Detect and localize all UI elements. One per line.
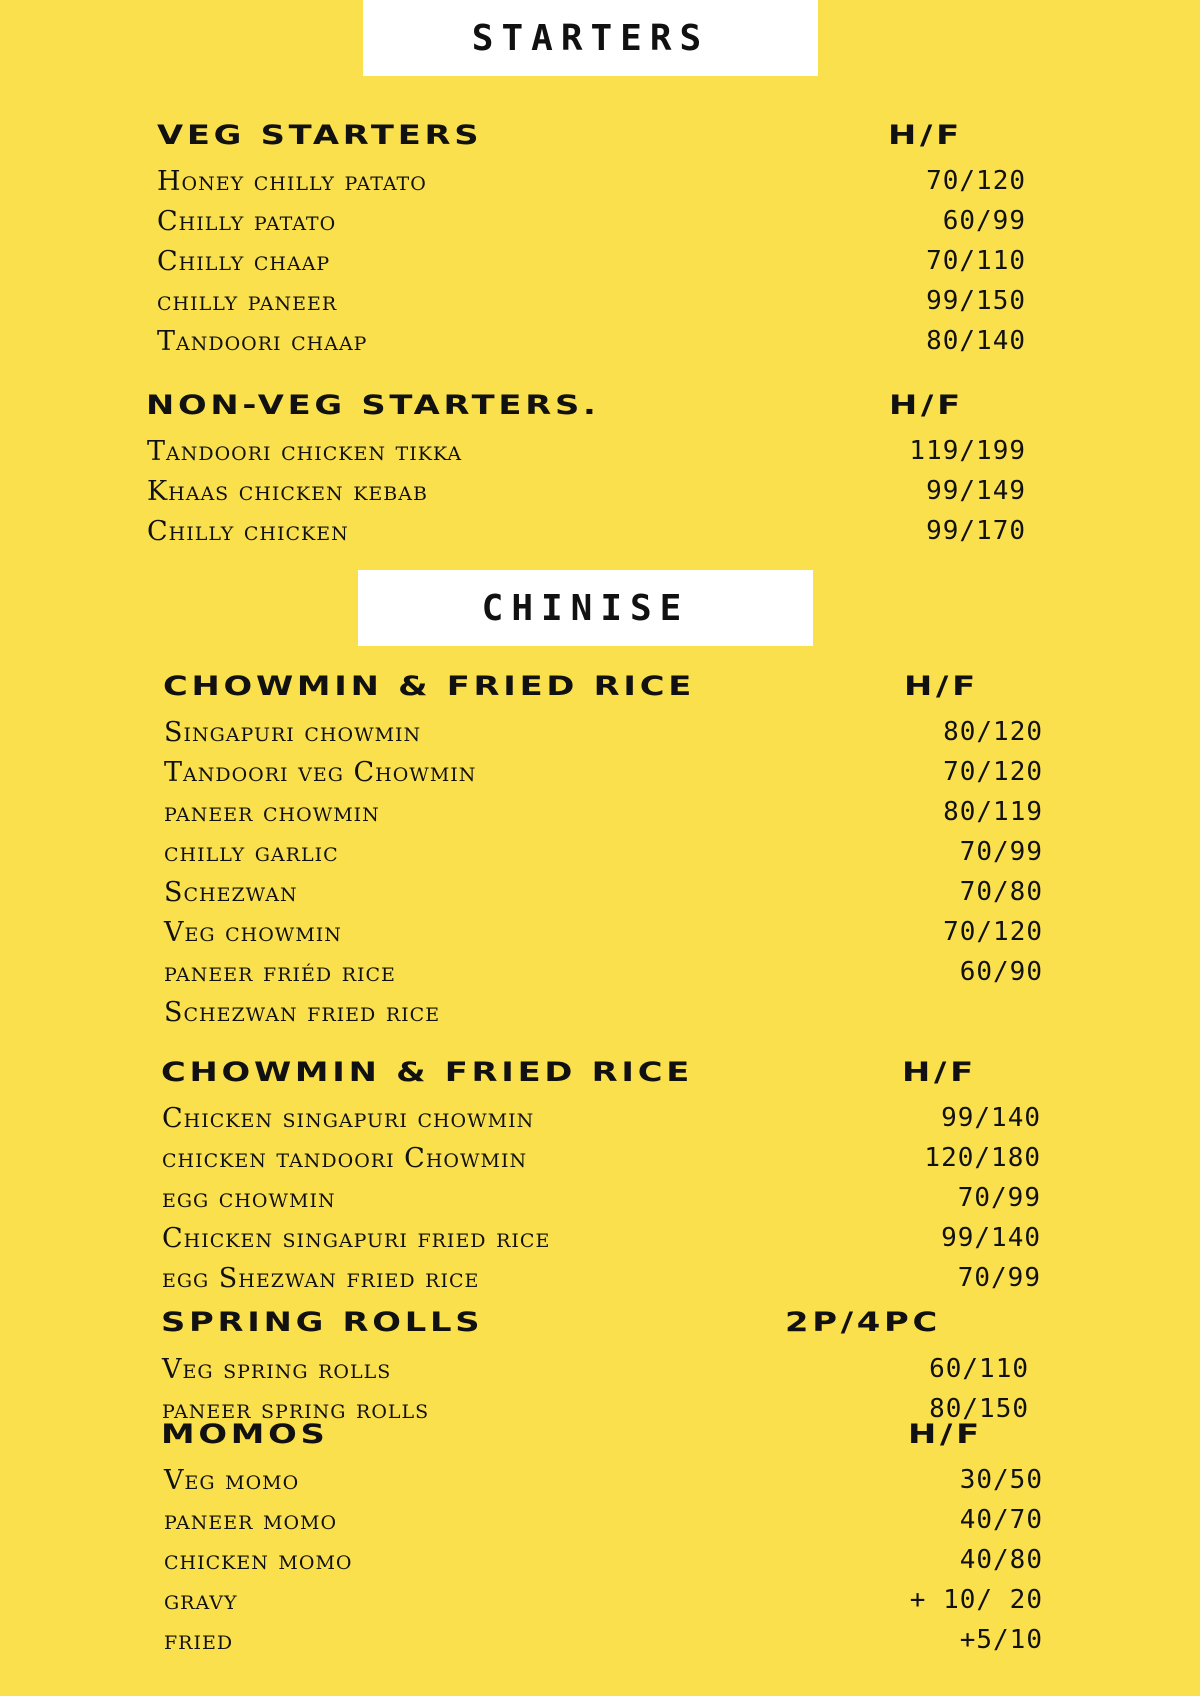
- item-price: + 10/ 20: [909, 1585, 1043, 1615]
- item-price: 60/90: [959, 957, 1043, 987]
- item-name: Singapuri chowmin: [164, 716, 422, 748]
- veg-starters-header: [157, 117, 1037, 153]
- item-name: Schezwan fried rice: [164, 996, 441, 1028]
- spring-rolls-unit: 2P/4PC: [785, 1306, 942, 1338]
- list-item: [164, 915, 1043, 949]
- list-item: [162, 1352, 1029, 1386]
- list-item: [164, 1583, 1043, 1617]
- chinise-banner: [358, 570, 813, 646]
- list-item: [164, 995, 1043, 1029]
- item-name: chicken momo: [164, 1544, 353, 1576]
- item-price: 70/120: [926, 166, 1026, 196]
- item-price: 70/99: [957, 1263, 1041, 1293]
- list-item: [162, 1261, 1041, 1295]
- item-price: 60/99: [942, 206, 1026, 236]
- nonveg-starters-header: [146, 387, 1036, 423]
- list-item: [157, 244, 1026, 278]
- item-name: Schezwan: [164, 876, 298, 908]
- item-name: Veg momo: [164, 1464, 300, 1496]
- item-name: gravy: [164, 1584, 238, 1616]
- item-name: paneer friéd rice: [164, 956, 396, 988]
- veg-starters-unit: H/F: [888, 119, 963, 151]
- item-price: 70/99: [959, 837, 1043, 867]
- spring-rolls-header: [161, 1304, 1051, 1340]
- item-name: chicken tandoori Chowmin: [162, 1142, 528, 1174]
- list-item: [162, 1221, 1041, 1255]
- item-name: Honey chilly patato: [157, 165, 427, 197]
- item-name: Tandoori chicken tikka: [147, 435, 463, 467]
- item-name: Veg spring rolls: [162, 1353, 392, 1385]
- item-name: Tandoori veg Chowmin: [164, 756, 477, 788]
- list-item: [157, 204, 1026, 238]
- item-price: 70/120: [943, 757, 1043, 787]
- item-price: 80/120: [943, 717, 1043, 747]
- item-name: Tandoori chaap: [157, 325, 368, 357]
- momos-header: [161, 1416, 1051, 1452]
- list-item: [164, 1543, 1043, 1577]
- list-item: [157, 324, 1026, 358]
- chowmin-veg-unit: H/F: [904, 670, 979, 702]
- veg-starters-title: VEG STARTERS: [157, 119, 483, 151]
- item-price: 40/80: [959, 1545, 1043, 1575]
- item-price: +5/10: [959, 1625, 1043, 1655]
- item-price: 99/170: [926, 516, 1026, 546]
- item-price: 70/80: [959, 877, 1043, 907]
- list-item: [162, 1101, 1041, 1135]
- list-item: [164, 795, 1043, 829]
- item-price: 99/140: [941, 1103, 1041, 1133]
- starters-banner: [363, 0, 818, 76]
- item-name: Chilly patato: [157, 205, 337, 237]
- item-price: 60/110: [929, 1354, 1029, 1384]
- momos-unit: H/F: [908, 1418, 983, 1450]
- list-item: [164, 1623, 1043, 1657]
- list-item: [157, 284, 1026, 318]
- chowmin-nonveg-unit: H/F: [902, 1056, 977, 1088]
- item-name: Chicken singapuri fried rice: [162, 1222, 551, 1254]
- item-name: egg Shezwan fried rice: [162, 1262, 480, 1294]
- item-name: Khaas chicken kebab: [147, 475, 428, 507]
- list-item: [147, 474, 1026, 508]
- item-price: 30/50: [959, 1465, 1043, 1495]
- list-item: [164, 1503, 1043, 1537]
- item-price: 119/199: [909, 436, 1026, 466]
- item-name: Veg chowmin: [164, 916, 342, 948]
- item-name: Chilly chicken: [147, 515, 349, 547]
- item-name: egg chowmin: [162, 1182, 336, 1214]
- list-item: [164, 1463, 1043, 1497]
- item-price: 70/99: [957, 1183, 1041, 1213]
- list-item: [147, 434, 1026, 468]
- item-price: 80/150: [929, 1394, 1029, 1424]
- chowmin-nonveg-title: CHOWMIN & FRIED RICE: [161, 1056, 694, 1088]
- item-price: 70/120: [943, 917, 1043, 947]
- list-item: [162, 1181, 1041, 1215]
- item-price: 80/140: [926, 326, 1026, 356]
- chowmin-veg-header: [163, 668, 1053, 704]
- list-item: [147, 514, 1026, 548]
- list-item: [164, 835, 1043, 869]
- item-price: 80/119: [943, 797, 1043, 827]
- nonveg-starters-unit: H/F: [889, 389, 964, 421]
- item-name: fried: [164, 1624, 234, 1656]
- item-name: Chilly chaap: [157, 245, 331, 277]
- chowmin-nonveg-header: [161, 1054, 1051, 1090]
- chowmin-veg-title: CHOWMIN & FRIED RICE: [163, 670, 696, 702]
- item-price: 40/70: [959, 1505, 1043, 1535]
- list-item: [157, 164, 1026, 198]
- item-price: 99/149: [926, 476, 1026, 506]
- list-item: [162, 1141, 1041, 1175]
- spring-rolls-title: SPRING ROLLS: [161, 1306, 484, 1338]
- item-name: Chicken singapuri chowmin: [162, 1102, 535, 1134]
- starters-banner-title: STARTERS: [471, 17, 710, 59]
- item-name: paneer chowmin: [164, 796, 380, 828]
- item-price: 70/110: [926, 246, 1026, 276]
- item-name: paneer spring rolls: [162, 1393, 430, 1425]
- list-item: [164, 715, 1043, 749]
- item-name: paneer momo: [164, 1504, 338, 1536]
- item-name: chilly paneer: [157, 285, 338, 317]
- list-item: [164, 955, 1043, 989]
- item-price: 99/150: [926, 286, 1026, 316]
- item-price: 120/180: [924, 1143, 1041, 1173]
- item-price: 99/140: [941, 1223, 1041, 1253]
- momos-title: MOMOS: [161, 1418, 329, 1450]
- item-name: chilly garlic: [164, 836, 339, 868]
- list-item: [164, 875, 1043, 909]
- list-item: [164, 755, 1043, 789]
- nonveg-starters-title: NON-VEG STARTERS.: [146, 389, 600, 421]
- chinise-banner-title: CHINISE: [481, 587, 690, 629]
